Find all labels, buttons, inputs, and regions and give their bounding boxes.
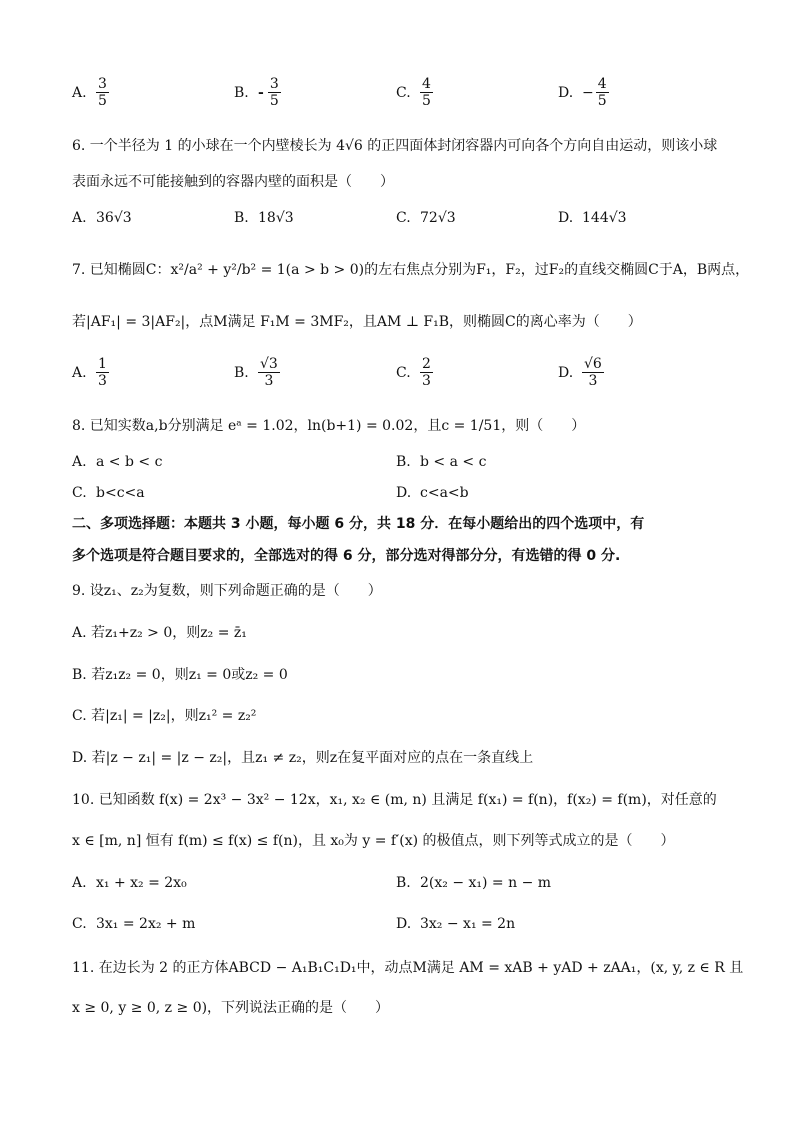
q5-option-b: [234, 76, 281, 109]
fraction-numerator: 2: [422, 356, 431, 372]
option-text: 3x₁ = 2x₂ + m: [96, 916, 196, 932]
fraction-denominator: 3: [264, 373, 274, 389]
q6-option-a: [72, 208, 132, 228]
option-text: x₁ + x₂ = 2x₀: [96, 875, 187, 891]
option-fraction: [268, 76, 281, 109]
option-fraction: [420, 356, 433, 389]
q7-option-a: [72, 356, 109, 389]
q6-option-b: [234, 208, 294, 228]
q6-stem-line1: 6. 一个半径为 1 的小球在一个内壁棱长为 4√6 的正四面体封闭容器内可向各个方向自由运动，则该小球: [72, 138, 718, 154]
option-text: b < a < c: [420, 454, 487, 470]
option-fraction: [582, 356, 604, 389]
q6-stem-line2: 表面永远不可能接触到的容器内壁的面积是（ ）: [72, 174, 394, 190]
option-letter: C.: [72, 485, 87, 501]
q11-stem-line2: x ≥ 0, y ≥ 0, z ≥ 0)，下列说法正确的是（ ）: [72, 1000, 390, 1016]
q9-option-c: C. 若|z₁| = |z₂|，则z₁² = z₂²: [72, 708, 257, 724]
fraction-denominator: 3: [422, 373, 431, 389]
option-text: 3x₂ − x₁ = 2n: [420, 916, 516, 932]
option-fraction: [96, 356, 109, 389]
option-text: a < b < c: [96, 454, 163, 470]
fraction-numerator: √6: [584, 356, 602, 372]
option-letter: A.: [72, 210, 87, 226]
option-letter: A.: [72, 454, 87, 470]
option-text: 144√3: [582, 210, 627, 226]
q10-option-b: [396, 873, 551, 893]
fraction-numerator: 3: [98, 76, 107, 92]
option-letter: D.: [558, 364, 574, 381]
q11-stem-line1: 11. 在边长为 2 的正方体ABCD − A₁B₁C₁D₁中，动点M满足 AM = xAB + yAD + zAA₁，(x, y, z ∈ R 且: [72, 960, 744, 976]
option-letter: A.: [72, 875, 87, 891]
option-letter: A.: [72, 364, 87, 381]
q10-option-c: [72, 914, 195, 934]
q5-option-c: [396, 76, 433, 109]
fraction-denominator: 5: [422, 93, 431, 109]
q8-option-a: [72, 452, 162, 472]
fraction-numerator: 3: [269, 76, 279, 92]
option-letter: D.: [558, 210, 574, 226]
fraction-numerator: 4: [422, 76, 431, 92]
q8-option-b: [396, 452, 486, 472]
q10-option-a: [72, 873, 187, 893]
option-fraction: [96, 76, 109, 109]
fraction-numerator: √3: [260, 356, 278, 372]
q10-stem-line1: 10. 已知函数 f(x) = 2x³ − 3x² − 12x，x₁, x₂ ∈ (m, n) 且满足 f(x₁) = f(n)，f(x₂) = f(m)，对任意的: [72, 792, 717, 808]
option-text: 72√3: [420, 210, 456, 226]
option-text: 18√3: [258, 210, 294, 226]
q7-stem-line2: 若|AF₁| = 3|AF₂|，点M满足 F₁M = 3MF₂，且AM ⊥ F₁B，则椭圆C的离心率为（ ）: [72, 314, 642, 330]
q7-option-c: [396, 356, 433, 389]
q5-option-a: [72, 76, 109, 109]
q9-option-d: D. 若|z − z₁| = |z − z₂|，且z₁ ≠ z₂，则z在复平面对应的点在一条直线上: [72, 750, 534, 766]
option-letter: D.: [396, 916, 412, 932]
option-letter: C.: [396, 210, 411, 226]
option-letter: C.: [396, 84, 411, 101]
fraction-denominator: 5: [269, 93, 279, 109]
q7-stem-line1: 7. 已知椭圆C：x²/a² + y²/b² = 1(a > b > 0)的左右焦点分别为F₁，F₂，过F₂的直线交椭圆C于A，B两点，: [72, 262, 750, 278]
section-heading-line1: 二、多项选择题：本题共 3 小题，每小题 6 分，共 18 分．在每小题给出的四个选项中，有: [72, 516, 645, 532]
section-heading-line2: 多个选项是符合题目要求的，全部选对的得 6 分，部分选对得部分分，有选错的得 0 分.: [72, 548, 621, 564]
q9-option-b: B. 若z₁z₂ = 0，则z₁ = 0或z₂ = 0: [72, 667, 288, 683]
q8-option-c: [72, 483, 145, 503]
option-text: 36√3: [96, 210, 132, 226]
fraction-denominator: 5: [597, 93, 607, 109]
option-fraction: [596, 76, 609, 109]
fraction-denominator: 3: [588, 373, 598, 389]
option-letter: D.: [396, 485, 412, 501]
fraction-denominator: 3: [98, 373, 107, 389]
q10-stem-line2: x ∈ [m, n] 恒有 f(m) ≤ f(x) ≤ f(n)，且 x₀为 y = f′(x) 的极值点，则下列等式成立的是（ ）: [72, 833, 675, 849]
option-letter: C.: [72, 916, 87, 932]
q7-option-d: [558, 356, 604, 389]
option-text: 2(x₂ − x₁) = n − m: [420, 875, 552, 891]
q8-stem: 8. 已知实数a,b分别满足 eᵃ = 1.02，ln(b+1) = 0.02，且c = 1/51，则（ ）: [72, 418, 586, 434]
option-fraction: [420, 76, 433, 109]
q9-stem: 9. 设z₁、z₂为复数，则下列命题正确的是（ ）: [72, 583, 382, 599]
option-text: c<a<b: [420, 485, 469, 501]
q6-option-c: [396, 208, 456, 228]
fraction-denominator: 5: [98, 93, 107, 109]
option-letter: B.: [396, 454, 411, 470]
option-sign: -: [258, 84, 264, 101]
q7-option-b: [234, 356, 280, 389]
fraction-numerator: 4: [597, 76, 607, 92]
option-letter: B.: [396, 875, 411, 891]
option-letter: B.: [234, 364, 249, 381]
option-letter: D.: [558, 84, 574, 101]
option-letter: C.: [396, 364, 411, 381]
option-text: b<c<a: [96, 485, 145, 501]
option-letter: B.: [234, 210, 249, 226]
fraction-numerator: 1: [98, 356, 107, 372]
option-letter: B.: [234, 84, 249, 101]
q10-option-d: [396, 914, 515, 934]
q8-option-d: [396, 483, 469, 503]
q9-option-a: A. 若z₁+z₂ > 0，则z₂ = z̄₁: [72, 625, 247, 641]
option-letter: A.: [72, 84, 87, 101]
q5-option-d: [558, 76, 609, 109]
option-sign: −: [582, 84, 594, 101]
option-fraction: [258, 356, 280, 389]
q6-option-d: [558, 208, 627, 228]
